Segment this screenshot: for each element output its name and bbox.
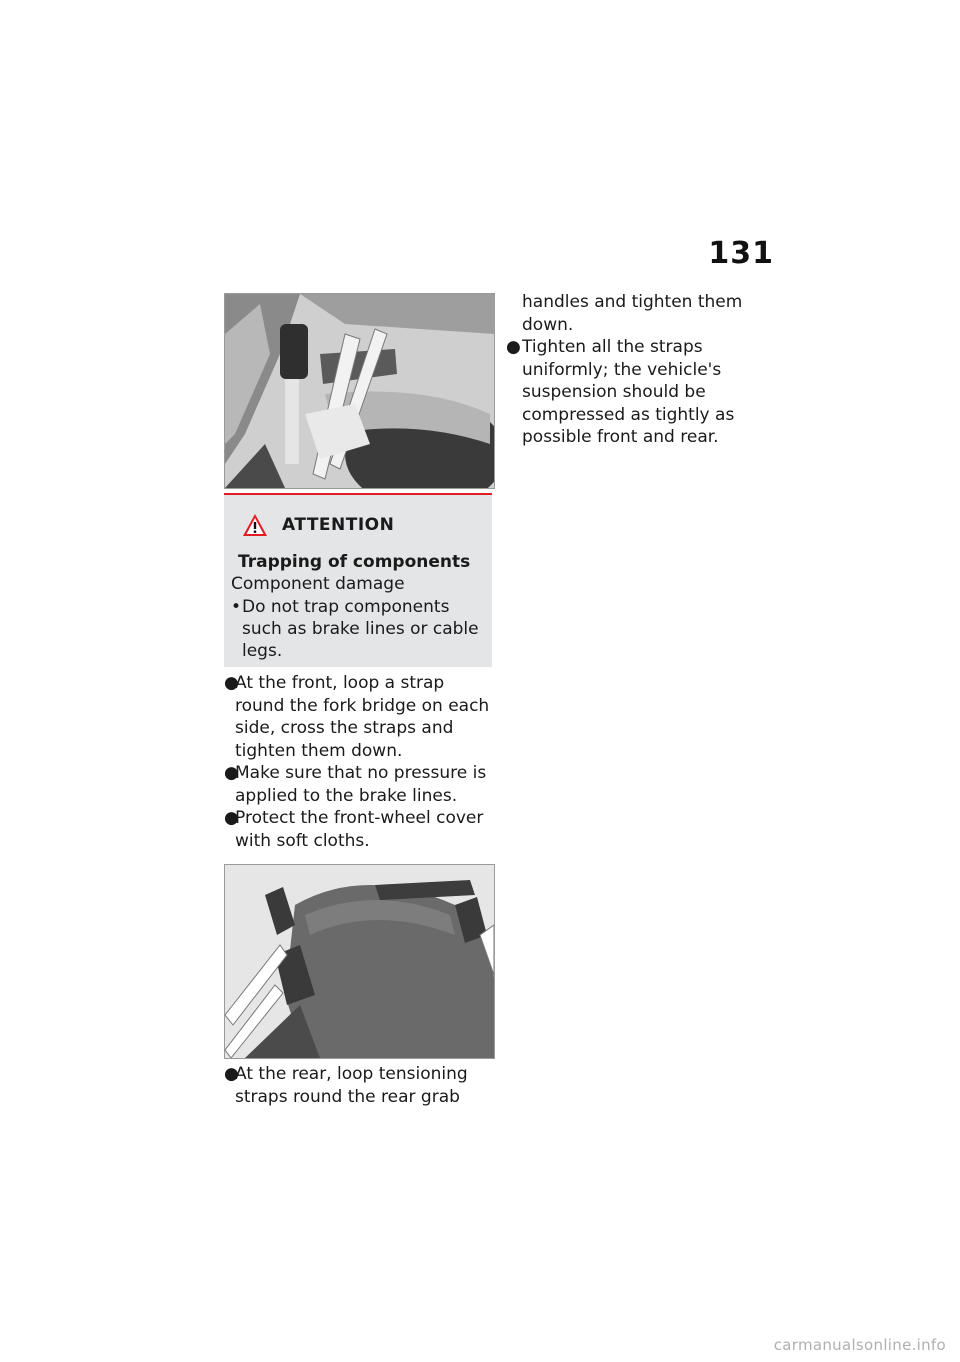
front-steps-list [224,672,494,852]
list-item: ● At the front, loop a strap round the fork bridge on each side, cross the straps and tighten them down. [224,673,490,761]
rear-steps-list [224,1063,494,1108]
bullet-dot-icon: ● [224,673,239,693]
bullet-dot-icon: ● [506,337,521,357]
list-item: ● Protect the front-wheel cover with soft cloths. [224,808,484,851]
warning-title: ATTENTION [282,515,395,535]
warning-triangle-icon [242,513,268,537]
warning-consequence: Component damage [231,574,405,594]
list-item: ● Make sure that no pressure is applied to the brake lines. [224,763,487,806]
front-fork-strap-figure [224,293,495,489]
bullet-dot-icon: ● [224,808,239,828]
warning-subtitle: Trapping of components [238,552,471,572]
bullet-dot-icon: • [231,597,242,617]
attention-warning-box [224,493,492,667]
list-item: ● At the rear, loop tensioning straps round the rear grab [224,1064,468,1107]
bullet-dot-icon: ● [224,763,239,783]
warning-header [242,513,394,537]
bullet-dot-icon: ● [224,1064,239,1084]
list-item-continuation: handles and tighten them down. [522,292,743,335]
watermark: carmanualsonline.info [773,1336,946,1354]
front-fork-strap-icon [225,294,494,488]
warning-bullet [231,596,486,662]
right-column-steps [506,291,756,449]
rear-grab-handle-figure [224,864,495,1059]
warning-bullet-text: Do not trap components such as brake lines or cable legs. [242,597,479,661]
list-item: ● Tighten all the straps uniformly; the vehicle's suspension should be compressed as tightly as possible front and rear. [506,337,735,447]
page-number: 131 [708,236,774,271]
rear-grab-handle-icon [225,865,494,1058]
